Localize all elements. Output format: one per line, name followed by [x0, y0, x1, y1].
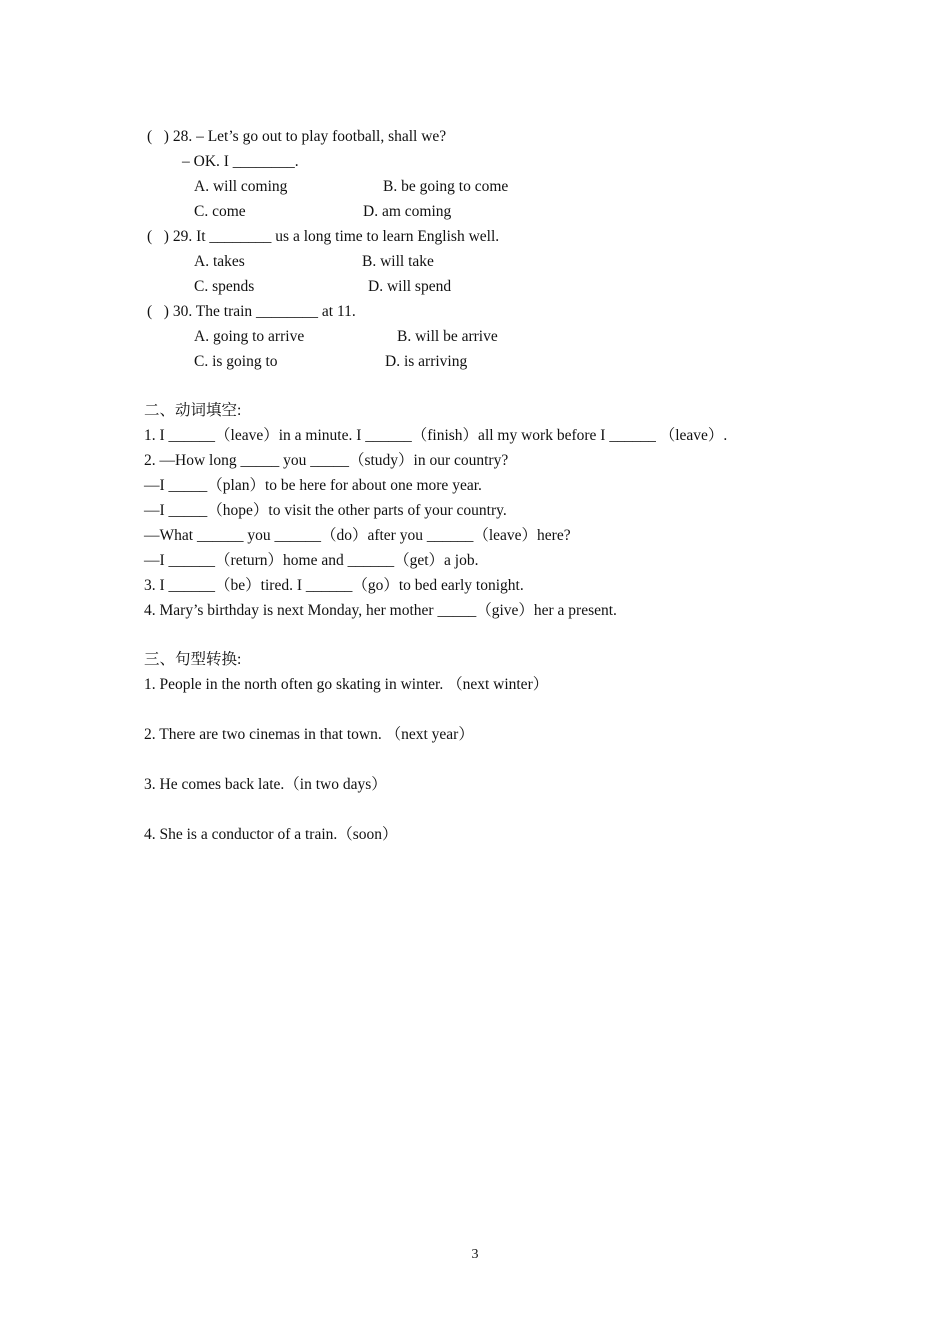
q28-reply: – OK. I ________. [182, 153, 299, 170]
q30-stem: ( ) 30. The train ________ at 11. [147, 303, 356, 320]
section2-line: —I _____（hope）to visit the other parts of your country. [144, 502, 507, 519]
section3-item: 1. People in the north often go skating in winter. （next winter） [144, 676, 549, 693]
q28-stem: ( ) 28. – Let’s go out to play football, shall we? [147, 128, 447, 145]
q28-option-a: A. will coming [194, 178, 288, 195]
section3-item: 4. She is a conductor of a train.（soon） [144, 826, 398, 843]
q29-stem: ( ) 29. It ________ us a long time to learn English well. [147, 228, 500, 245]
q30-option-b: B. will be arrive [397, 328, 498, 345]
q29-option-b: B. will take [362, 253, 434, 270]
section3-item: 3. He comes back late.（in two days） [144, 776, 387, 793]
q28-option-b: B. be going to come [383, 178, 509, 195]
q28-option-d: D. am coming [363, 203, 452, 220]
q30-option-d: D. is arriving [385, 353, 468, 370]
section2-heading: 二、动词填空: [144, 402, 242, 419]
q30-option-c: C. is going to [194, 353, 278, 370]
section2-line: —I _____（plan）to be here for about one more year. [144, 477, 482, 494]
page-number: 3 [471, 1247, 479, 1262]
section2-line: 1. I ______（leave）in a minute. I ______（finish）all my work before I ______ （leave）. [144, 427, 728, 444]
q29-option-c: C. spends [194, 278, 255, 295]
q28-option-c: C. come [194, 203, 246, 220]
section3-item: 2. There are two cinemas in that town. （next year） [144, 726, 474, 743]
q30-option-a: A. going to arrive [194, 328, 305, 345]
q29-option-a: A. takes [194, 253, 245, 270]
q29-option-d: D. will spend [368, 278, 452, 295]
section2-line: —I ______（return）home and ______（get）a job. [144, 552, 479, 569]
section3-heading: 三、句型转换: [144, 651, 242, 668]
section2-line: —What ______ you ______（do）after you ______（leave）here? [144, 527, 571, 544]
section2-line: 3. I ______（be）tired. I ______（go）to bed early tonight. [144, 577, 524, 594]
section2-line: 4. Mary’s birthday is next Monday, her mother _____（give）her a present. [144, 602, 617, 619]
section2-line: 2. —How long _____ you _____（study）in our country? [144, 452, 509, 469]
